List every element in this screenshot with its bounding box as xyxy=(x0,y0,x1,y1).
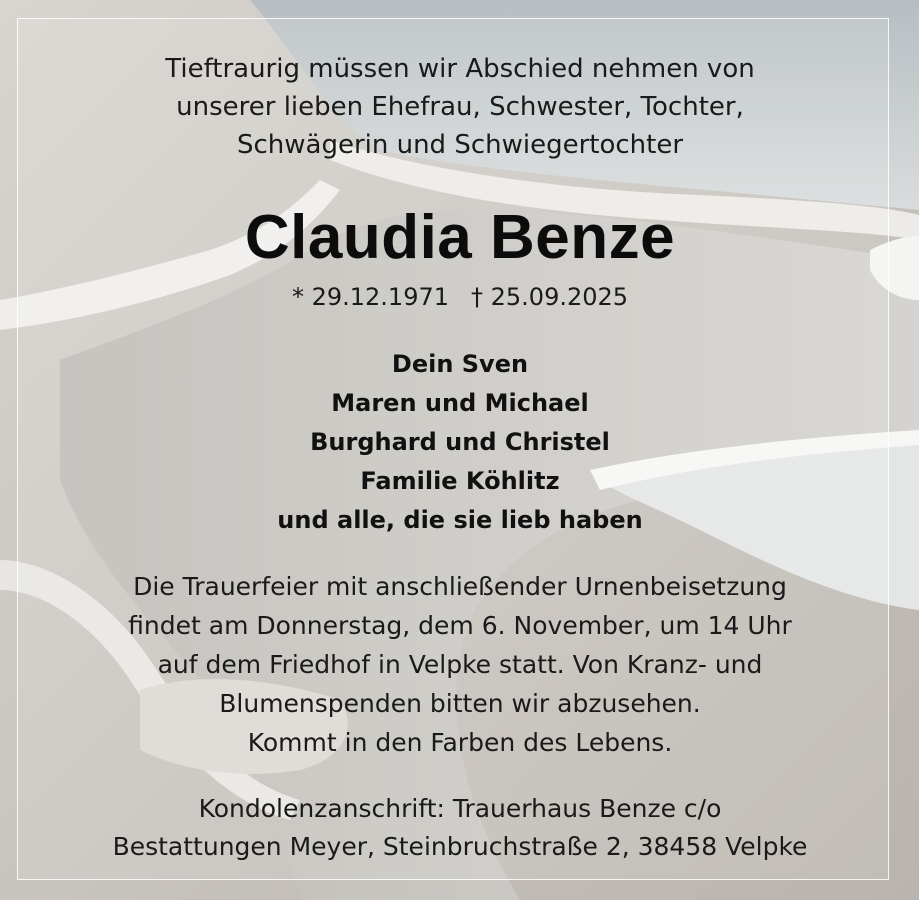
mourner: Familie Köhlitz xyxy=(360,467,560,495)
intro-text xyxy=(40,50,880,164)
ceremony-line: Kommt in den Farben des Lebens. xyxy=(247,728,673,757)
deceased-name: Claudia Benze xyxy=(244,203,676,272)
intro-line: Tieftraurig müssen wir Abschied nehmen von xyxy=(165,54,755,84)
condolence-address xyxy=(40,790,880,866)
intro-line: unserer lieben Ehefrau, Schwester, Tochter, xyxy=(176,92,744,122)
condolence-line: Bestattungen Meyer, Steinbruchstraße 2, 38458 Velpke xyxy=(112,832,808,861)
mourners-list xyxy=(40,345,880,540)
life-dates xyxy=(40,280,880,314)
birth-date: * 29.12.1971 xyxy=(291,283,449,311)
obituary-notice xyxy=(40,0,880,900)
ceremony-line: findet am Donnerstag, dem 6. November, um 14 Uhr xyxy=(128,611,792,640)
mourner: Dein Sven xyxy=(391,350,529,378)
ceremony-line: Blumenspenden bitten wir abzusehen. xyxy=(219,689,701,718)
intro-line: Schwägerin und Schwiegertochter xyxy=(236,130,684,160)
condolence-line: Kondolenzanschrift: Trauerhaus Benze c/o xyxy=(198,794,722,823)
mourner: Burghard und Christel xyxy=(310,428,610,456)
mourner: und alle, die sie lieb haben xyxy=(277,506,643,534)
ceremony-info xyxy=(40,567,880,762)
mourner: Maren und Michael xyxy=(331,389,589,417)
ceremony-line: auf dem Friedhof in Velpke statt. Von Kranz- und xyxy=(157,650,763,679)
ceremony-line: Die Trauerfeier mit anschließender Urnenbeisetzung xyxy=(133,572,787,601)
death-date: † 25.09.2025 xyxy=(471,283,629,311)
